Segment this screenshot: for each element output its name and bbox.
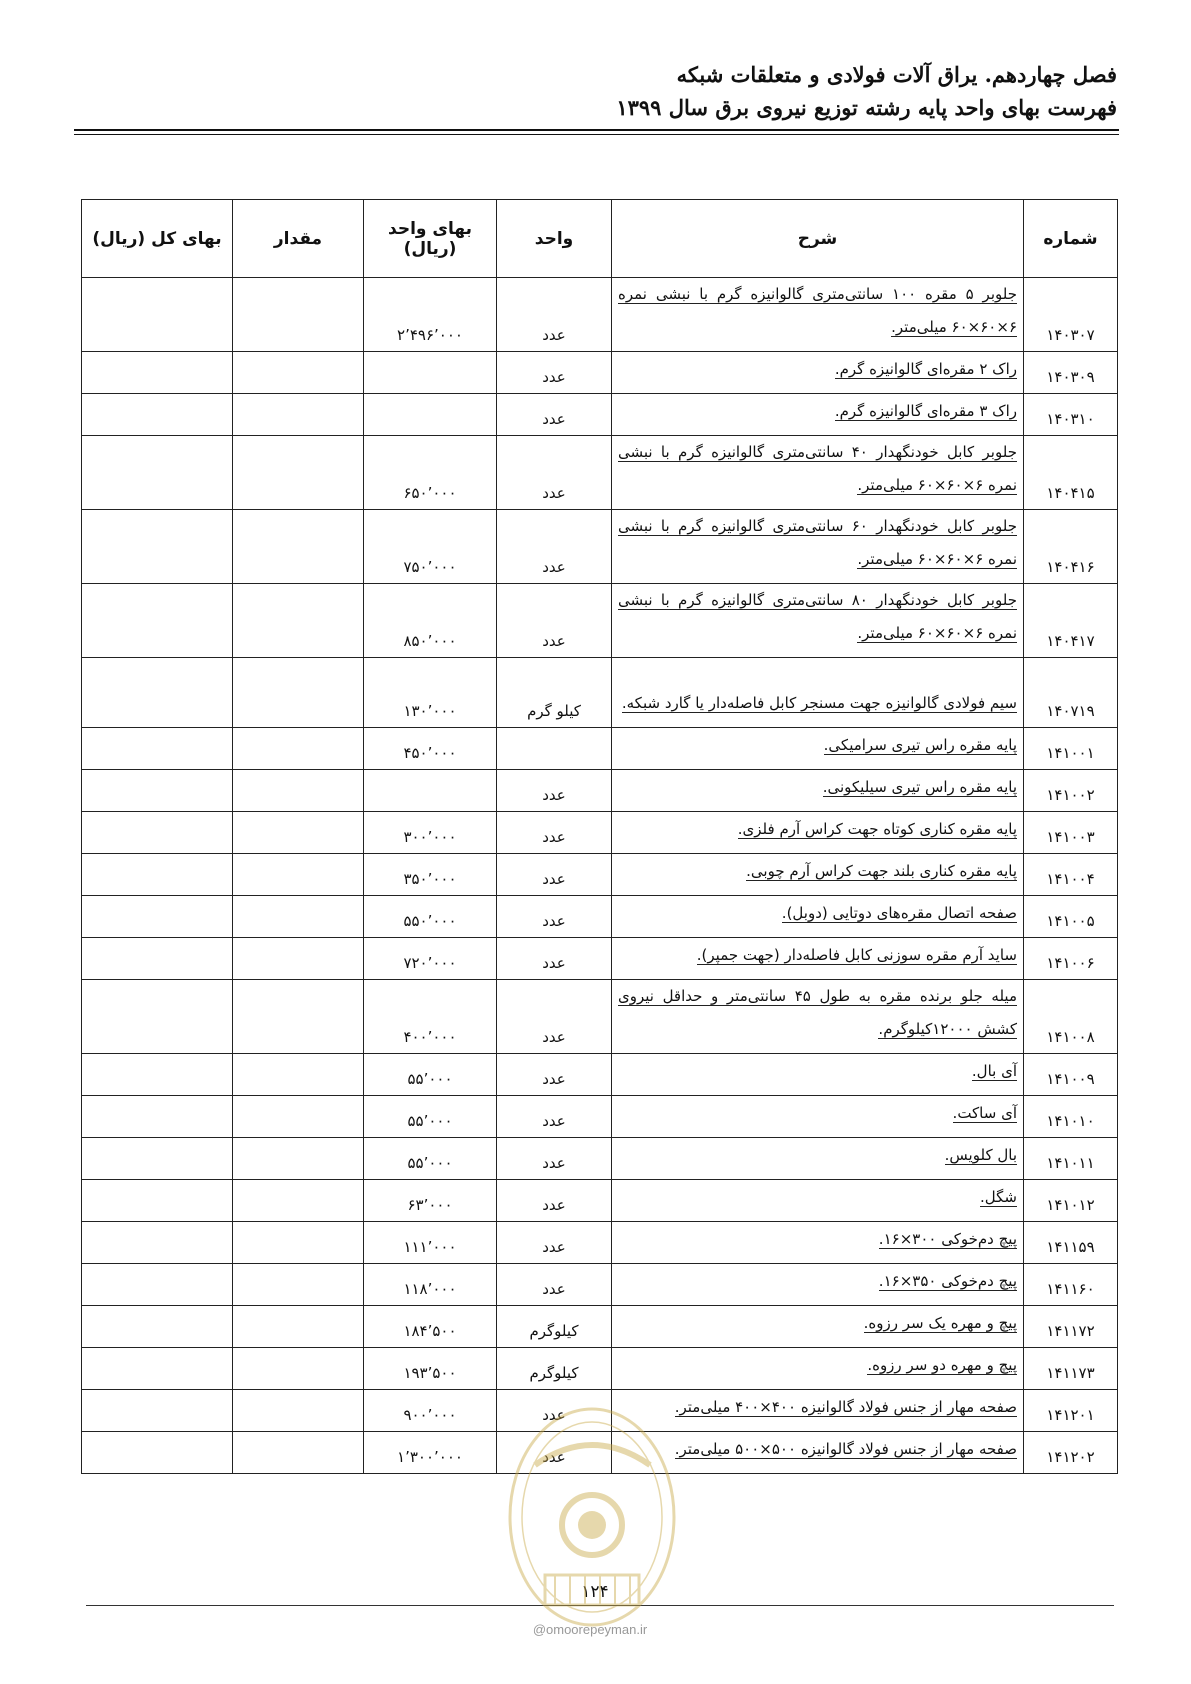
row-unit-price: ۵۵٬۰۰۰ (364, 1096, 497, 1138)
row-code: ۱۴۱۰۰۸ (1024, 980, 1118, 1054)
row-total-price (82, 980, 233, 1054)
row-quantity (233, 1306, 364, 1348)
row-description (612, 510, 1024, 584)
row-unit: عدد (497, 1180, 612, 1222)
row-description (612, 896, 1024, 938)
table-header-row (82, 200, 1118, 278)
row-quantity (233, 728, 364, 770)
table-row (82, 510, 1118, 584)
page-header (74, 58, 1117, 124)
table-row (82, 394, 1118, 436)
omoorepeyman-stamp-logo (505, 1405, 680, 1630)
row-code: ۱۴۰۷۱۹ (1024, 658, 1118, 728)
row-unit-price: ۸۵۰٬۰۰۰ (364, 584, 497, 658)
row-code: ۱۴۱۲۰۱ (1024, 1390, 1118, 1432)
row-unit: عدد (497, 812, 612, 854)
table-row (82, 1222, 1118, 1264)
row-description (612, 584, 1024, 658)
price-list-table (81, 199, 1118, 1474)
row-total-price (82, 1138, 233, 1180)
row-description (612, 1180, 1024, 1222)
row-description (612, 436, 1024, 510)
row-total-price (82, 728, 233, 770)
table-row (82, 1264, 1118, 1306)
row-quantity (233, 510, 364, 584)
row-description-text: جلوبر کابل خودنگهدار ۴۰ سانتی‌متری گالوانیزه گرم با نبشی نمره ۶×۶۰×۶۰ میلی‌متر. (618, 443, 1017, 494)
row-unit: عدد (497, 1390, 612, 1432)
row-code: ۱۴۱۰۰۲ (1024, 770, 1118, 812)
row-code: ۱۴۰۴۱۵ (1024, 436, 1118, 510)
table-row (82, 770, 1118, 812)
row-unit (497, 728, 612, 770)
row-description (612, 1264, 1024, 1306)
row-total-price (82, 1306, 233, 1348)
row-code: ۱۴۱۰۰۳ (1024, 812, 1118, 854)
header-quantity: مقدار (233, 200, 364, 278)
row-unit-price (364, 394, 497, 436)
row-quantity (233, 770, 364, 812)
row-description (612, 394, 1024, 436)
row-description-text: پایه مقره راس تیری سرامیکی. (823, 736, 1017, 754)
header-rule-thick (74, 129, 1119, 131)
row-unit-price: ۱۸۴٬۵۰۰ (364, 1306, 497, 1348)
row-total-price (82, 352, 233, 394)
row-code: ۱۴۱۱۷۳ (1024, 1348, 1118, 1390)
row-unit-price: ۶۳٬۰۰۰ (364, 1180, 497, 1222)
row-unit-price: ۷۵۰٬۰۰۰ (364, 510, 497, 584)
row-description (612, 770, 1024, 812)
row-unit-price: ۱۹۳٬۵۰۰ (364, 1348, 497, 1390)
table-row (82, 436, 1118, 510)
row-description (612, 854, 1024, 896)
row-description-text: سیم فولادی گالوانیزه جهت مسنجر کابل فاصله‌دار یا گارد شبکه. (621, 694, 1017, 712)
header-description: شرح (612, 200, 1024, 278)
row-unit-price: ۴۰۰٬۰۰۰ (364, 980, 497, 1054)
row-unit: عدد (497, 394, 612, 436)
row-quantity (233, 854, 364, 896)
row-unit-price: ۵۵٬۰۰۰ (364, 1138, 497, 1180)
row-description-text: بال کلویس. (944, 1146, 1017, 1164)
header-unit: واحد (497, 200, 612, 278)
table-row (82, 1348, 1118, 1390)
row-quantity (233, 584, 364, 658)
row-total-price (82, 584, 233, 658)
row-code: ۱۴۱۰۱۲ (1024, 1180, 1118, 1222)
row-code: ۱۴۱۱۷۲ (1024, 1306, 1118, 1348)
row-description (612, 1222, 1024, 1264)
row-quantity (233, 1180, 364, 1222)
row-total-price (82, 812, 233, 854)
table-row (82, 584, 1118, 658)
row-total-price (82, 510, 233, 584)
row-unit-price: ۱۱۸٬۰۰۰ (364, 1264, 497, 1306)
row-quantity (233, 1138, 364, 1180)
header-unit-price (364, 200, 497, 278)
row-total-price (82, 394, 233, 436)
table-row (82, 1096, 1118, 1138)
table-row (82, 1054, 1118, 1096)
table-row (82, 854, 1118, 896)
row-unit: عدد (497, 1264, 612, 1306)
table-row (82, 1138, 1118, 1180)
row-unit: عدد (497, 1222, 612, 1264)
row-quantity (233, 1390, 364, 1432)
row-total-price (82, 1054, 233, 1096)
row-unit: عدد (497, 1138, 612, 1180)
row-unit-price: ۲٬۴۹۶٬۰۰۰ (364, 278, 497, 352)
table-row (82, 278, 1118, 352)
row-unit-price: ۶۵۰٬۰۰۰ (364, 436, 497, 510)
row-code: ۱۴۰۳۰۹ (1024, 352, 1118, 394)
row-code: ۱۴۰۳۱۰ (1024, 394, 1118, 436)
row-unit: عدد (497, 980, 612, 1054)
row-total-price (82, 658, 233, 728)
row-quantity (233, 1096, 364, 1138)
row-quantity (233, 938, 364, 980)
row-description-text: آی ساکت. (952, 1104, 1017, 1122)
table-body (82, 278, 1118, 1474)
row-unit: عدد (497, 854, 612, 896)
chapter-title: فصل چهاردهم. یراق آلات فولادی و متعلقات شبکه (676, 62, 1117, 87)
row-unit: عدد (497, 584, 612, 658)
page-number: ۱۲۴ (581, 1582, 609, 1602)
header-rule-thin (74, 134, 1119, 135)
row-description-text: جلوبر کابل خودنگهدار ۸۰ سانتی‌متری گالوانیزه گرم با نبشی نمره ۶×۶۰×۶۰ میلی‌متر. (618, 591, 1017, 642)
row-code: ۱۴۰۳۰۷ (1024, 278, 1118, 352)
row-description-text: پیچ دم‌خوکی ۳۰۰×۱۶. (878, 1230, 1017, 1248)
row-unit: عدد (497, 770, 612, 812)
row-quantity (233, 812, 364, 854)
row-unit: عدد (497, 510, 612, 584)
row-description-text: پایه مقره راس تیری سیلیکونی. (822, 778, 1017, 796)
row-total-price (82, 1432, 233, 1474)
row-total-price (82, 896, 233, 938)
table-row (82, 658, 1118, 728)
row-quantity (233, 896, 364, 938)
row-description (612, 980, 1024, 1054)
row-description-text: پیچ و مهره یک سر رزوه. (863, 1314, 1017, 1332)
row-description-text: صفحه مهار از جنس فولاد گالوانیزه ۵۰۰×۵۰۰ میلی‌متر. (674, 1440, 1017, 1458)
row-quantity (233, 1264, 364, 1306)
row-unit-price: ۴۵۰٬۰۰۰ (364, 728, 497, 770)
row-code: ۱۴۱۰۰۴ (1024, 854, 1118, 896)
row-unit: عدد (497, 1096, 612, 1138)
row-total-price (82, 770, 233, 812)
row-description (612, 1054, 1024, 1096)
row-description-text: ساید آرم مقره سوزنی کابل فاصله‌دار (جهت جمپر). (696, 946, 1017, 964)
row-quantity (233, 436, 364, 510)
row-total-price (82, 938, 233, 980)
row-code: ۱۴۱۰۱۱ (1024, 1138, 1118, 1180)
row-code: ۱۴۱۱۶۰ (1024, 1264, 1118, 1306)
row-unit-price: ۳۵۰٬۰۰۰ (364, 854, 497, 896)
row-unit: عدد (497, 278, 612, 352)
row-code: ۱۴۱۰۰۶ (1024, 938, 1118, 980)
row-quantity (233, 278, 364, 352)
row-quantity (233, 1348, 364, 1390)
row-total-price (82, 1264, 233, 1306)
row-code: ۱۴۱۰۰۹ (1024, 1054, 1118, 1096)
row-total-price (82, 1390, 233, 1432)
row-description (612, 812, 1024, 854)
row-description-text: صفحه مهار از جنس فولاد گالوانیزه ۴۰۰×۴۰۰ میلی‌متر. (674, 1398, 1017, 1416)
row-total-price (82, 1222, 233, 1264)
row-quantity (233, 980, 364, 1054)
row-quantity (233, 1432, 364, 1474)
row-unit-price: ۳۰۰٬۰۰۰ (364, 812, 497, 854)
row-code: ۱۴۱۱۵۹ (1024, 1222, 1118, 1264)
row-total-price (82, 854, 233, 896)
header-total-price: بهای کل (ریال) (82, 200, 233, 278)
header-code: شماره (1024, 200, 1118, 278)
row-description (612, 1348, 1024, 1390)
row-description (612, 352, 1024, 394)
row-unit-price: ۵۵٬۰۰۰ (364, 1054, 497, 1096)
table-row (82, 980, 1118, 1054)
row-unit: عدد (497, 436, 612, 510)
row-unit-price: ۷۲۰٬۰۰۰ (364, 938, 497, 980)
row-description (612, 728, 1024, 770)
row-description-text: صفحه اتصال مقره‌های دوتایی (دوبل). (781, 904, 1017, 922)
row-unit: عدد (497, 1054, 612, 1096)
row-unit-price: ۱۱۱٬۰۰۰ (364, 1222, 497, 1264)
row-code: ۱۴۱۲۰۲ (1024, 1432, 1118, 1474)
row-description-text: شگل. (980, 1188, 1017, 1206)
row-unit-price: ۱٬۳۰۰٬۰۰۰ (364, 1432, 497, 1474)
row-unit: عدد (497, 1432, 612, 1474)
row-description-text: پیچ دم‌خوکی ۳۵۰×۱۶. (878, 1272, 1017, 1290)
row-code: ۱۴۱۰۰۵ (1024, 896, 1118, 938)
row-code: ۱۴۱۰۱۰ (1024, 1096, 1118, 1138)
row-unit: عدد (497, 938, 612, 980)
row-unit-price: ۵۵۰٬۰۰۰ (364, 896, 497, 938)
row-description-text: آی بال. (971, 1062, 1017, 1080)
row-quantity (233, 394, 364, 436)
table-row (82, 938, 1118, 980)
row-code: ۱۴۱۰۰۱ (1024, 728, 1118, 770)
row-unit-price: ۱۳۰٬۰۰۰ (364, 658, 497, 728)
row-description-text: راک ۳ مقره‌ای گالوانیزه گرم. (834, 402, 1017, 420)
row-description (612, 1138, 1024, 1180)
row-description-text: پایه مقره کناری بلند جهت کراس آرم چوبی. (746, 862, 1017, 880)
row-unit-price: ۹۰۰٬۰۰۰ (364, 1390, 497, 1432)
row-unit: عدد (497, 352, 612, 394)
row-description (612, 1306, 1024, 1348)
row-quantity (233, 352, 364, 394)
row-quantity (233, 1054, 364, 1096)
row-description-text: جلوبر کابل خودنگهدار ۶۰ سانتی‌متری گالوانیزه گرم با نبشی نمره ۶×۶۰×۶۰ میلی‌متر. (618, 517, 1017, 568)
row-total-price (82, 436, 233, 510)
table-row (82, 728, 1118, 770)
row-description-text: میله جلو برنده مقره به طول ۴۵ سانتی‌متر و حداقل نیروی کشش ۱۲۰۰۰کیلوگرم. (618, 987, 1017, 1038)
row-description (612, 1096, 1024, 1138)
table-row (82, 1180, 1118, 1222)
table-row (82, 1306, 1118, 1348)
row-description (612, 278, 1024, 352)
row-unit: کیلو گرم (497, 658, 612, 728)
row-description-text: راک ۲ مقره‌ای گالوانیزه گرم. (834, 360, 1017, 378)
header-unit-price-line1: بهای واحد (388, 218, 472, 239)
website-watermark: @omoorepeyman.ir (532, 1622, 648, 1637)
row-code: ۱۴۰۴۱۷ (1024, 584, 1118, 658)
row-unit: کیلوگرم (497, 1306, 612, 1348)
row-total-price (82, 1348, 233, 1390)
row-description-text: پایه مقره کناری کوتاه جهت کراس آرم فلزی. (737, 820, 1017, 838)
table-row (82, 352, 1118, 394)
row-description (612, 658, 1024, 728)
table-row (82, 896, 1118, 938)
table-row (82, 812, 1118, 854)
row-unit-price (364, 352, 497, 394)
row-quantity (233, 658, 364, 728)
row-code: ۱۴۰۴۱۶ (1024, 510, 1118, 584)
row-description (612, 938, 1024, 980)
row-description-text: پیچ و مهره دو سر رزوه. (867, 1356, 1017, 1374)
row-unit: عدد (497, 896, 612, 938)
row-quantity (233, 1222, 364, 1264)
row-total-price (82, 1096, 233, 1138)
header-unit-price-line2: (ریال) (403, 238, 457, 259)
document-subtitle: فهرست بهای واحد پایه رشته توزیع نیروی برق سال ۱۳۹۹ (616, 95, 1117, 120)
row-description-text: جلوبر ۵ مقره ۱۰۰ سانتی‌متری گالوانیزه گرم با نبشی نمره ۶×۶۰×۶۰ میلی‌متر. (618, 285, 1017, 336)
row-unit-price (364, 770, 497, 812)
row-total-price (82, 1180, 233, 1222)
row-unit: کیلوگرم (497, 1348, 612, 1390)
row-total-price (82, 278, 233, 352)
